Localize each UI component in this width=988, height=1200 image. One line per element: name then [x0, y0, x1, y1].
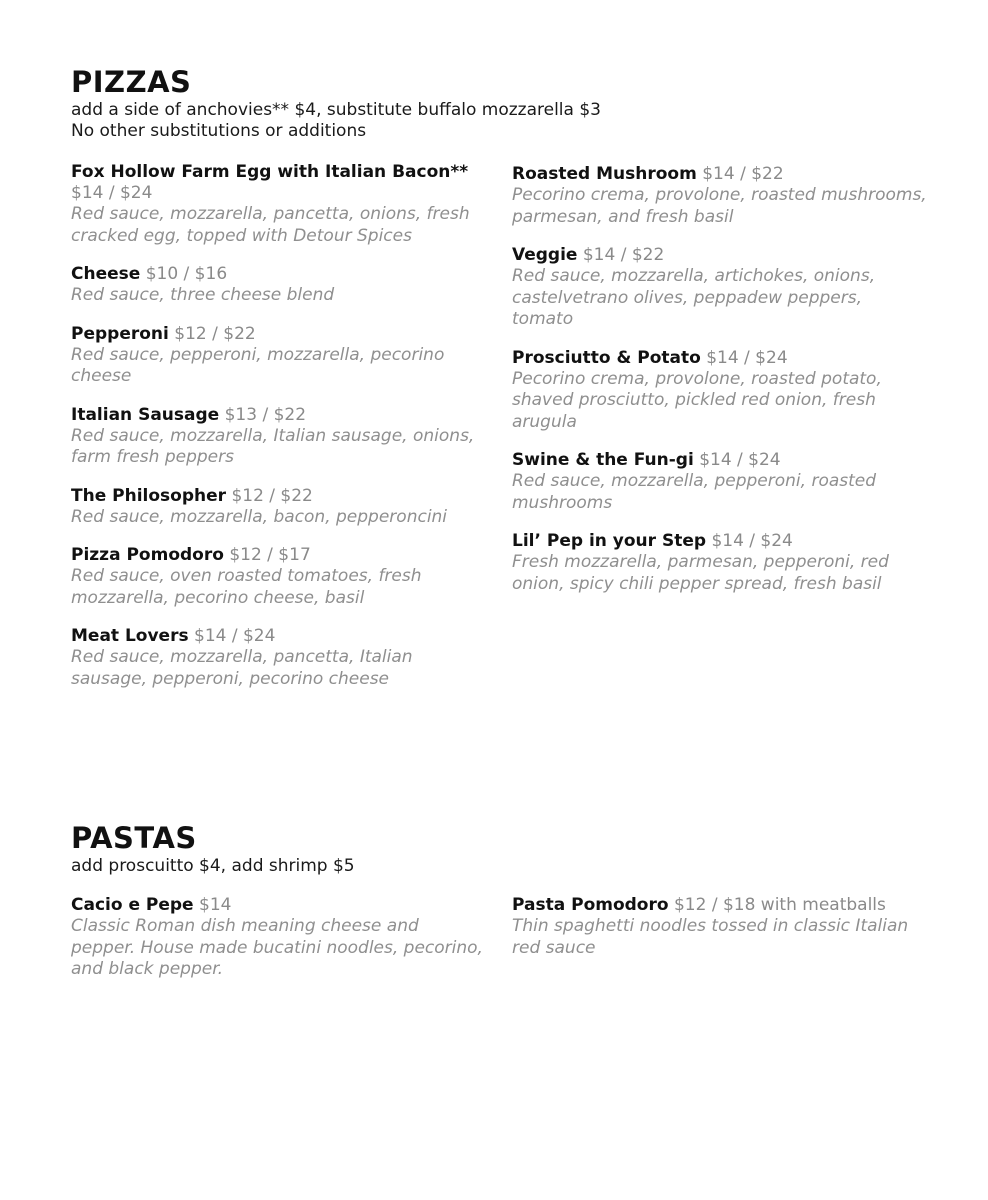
item-name: Italian Sausage — [71, 404, 220, 425]
menu-item — [512, 164, 927, 228]
item-name: Pepperoni — [71, 323, 169, 344]
pastas-right-column — [512, 895, 927, 976]
pastas-title: PASTAS — [71, 821, 197, 855]
item-name: Roasted Mushroom — [512, 164, 697, 184]
menu-item — [512, 245, 927, 331]
item-description: Red sauce, mozzarella, pepperoni, roasted mushrooms — [512, 471, 877, 513]
item-price: $14 — [199, 895, 232, 915]
item-name: The Philosopher — [71, 485, 227, 506]
item-name: Fox Hollow Farm Egg with Italian Bacon** — [71, 162, 469, 182]
menu-item — [71, 545, 476, 609]
item-price: $14 / $22 — [582, 245, 665, 265]
menu-item — [71, 626, 476, 690]
item-name: Swine & the Fun-gi — [512, 450, 694, 470]
item-price: $13 / $22 — [224, 404, 307, 425]
menu-item — [71, 486, 476, 529]
item-price: $12 / $22 — [231, 485, 313, 506]
pastas-left-column — [71, 895, 486, 998]
item-price: $14 / $24 — [706, 347, 788, 368]
menu-item — [71, 895, 486, 981]
item-description: Red sauce, mozzarella, bacon, pepperoncini — [71, 506, 448, 527]
pastas-section — [71, 820, 931, 979]
item-price: $14 / $24 — [699, 450, 781, 470]
menu-item — [71, 264, 476, 307]
item-description: Pecorino crema, provolone, roasted mushrooms, parmesan, and fresh basil — [512, 185, 927, 227]
item-price: $12 / $22 — [174, 323, 256, 344]
pizzas-right-column — [512, 164, 927, 612]
item-description: Red sauce, mozzarella, pancetta, Italian sausage, pepperoni, pecorino cheese — [71, 647, 413, 689]
item-description: Classic Roman dish meaning cheese and pepper. House made bucatini noodles, pecorino, and black pepper. — [71, 916, 483, 979]
pastas-note: add proscuitto $4, add shrimp $5 — [71, 856, 355, 876]
item-name: Veggie — [512, 245, 578, 265]
item-price: $14 / $22 — [702, 164, 784, 184]
item-description: Red sauce, mozzarella, pancetta, onions, fresh cracked egg, topped with Detour Spices — [71, 204, 470, 246]
item-price: $12 / $18 with meatballs — [673, 895, 886, 915]
item-price: $12 / $17 — [229, 545, 311, 565]
menu-item — [512, 348, 927, 434]
item-description: Red sauce, three cheese blend — [71, 285, 335, 305]
item-name: Pasta Pomodoro — [512, 895, 669, 915]
item-description: Thin spaghetti noodles tossed in classic Italian red sauce — [512, 916, 909, 958]
pizzas-title: PIZZAS — [71, 65, 192, 99]
item-description: Pecorino crema, provolone, roasted potato, shaved prosciutto, pickled red onion, fresh arugula — [512, 368, 882, 432]
item-price: $14 / $24 — [711, 531, 793, 551]
menu-item — [71, 162, 476, 247]
item-description: Red sauce, oven roasted tomatoes, fresh mozzarella, pecorino cheese, basil — [71, 566, 422, 608]
pizzas-left-column — [71, 162, 476, 707]
item-description: Red sauce, mozzarella, artichokes, onions, castelvetrano olives, peppadew peppers, tomato — [512, 266, 876, 329]
pizzas-section — [71, 64, 931, 689]
menu-item — [71, 324, 476, 388]
item-description: Red sauce, mozzarella, Italian sausage, onions, farm fresh peppers — [71, 425, 475, 467]
item-name: Lil’ Pep in your Step — [512, 531, 707, 551]
menu-item — [512, 895, 927, 959]
menu-item — [71, 405, 476, 469]
item-price: $14 / $24 — [71, 183, 153, 203]
item-description: Fresh mozzarella, parmesan, pepperoni, red onion, spicy chili pepper spread, fresh basil — [512, 552, 889, 594]
item-name: Meat Lovers — [71, 626, 189, 646]
item-name: Cacio e Pepe — [71, 895, 194, 915]
item-price: $10 / $16 — [145, 264, 228, 284]
item-description: Red sauce, pepperoni, mozzarella, pecorino cheese — [71, 344, 445, 386]
item-price: $14 / $24 — [194, 626, 276, 646]
menu-item — [512, 450, 927, 514]
pizzas-note: No other substitutions or additions — [71, 121, 367, 141]
item-name: Cheese — [71, 264, 141, 284]
item-name: Prosciutto & Potato — [512, 347, 701, 368]
item-name: Pizza Pomodoro — [71, 545, 224, 565]
menu-item — [512, 531, 927, 595]
pizzas-note: add a side of anchovies** $4, substitute buffalo mozzarella $3 — [71, 100, 601, 120]
